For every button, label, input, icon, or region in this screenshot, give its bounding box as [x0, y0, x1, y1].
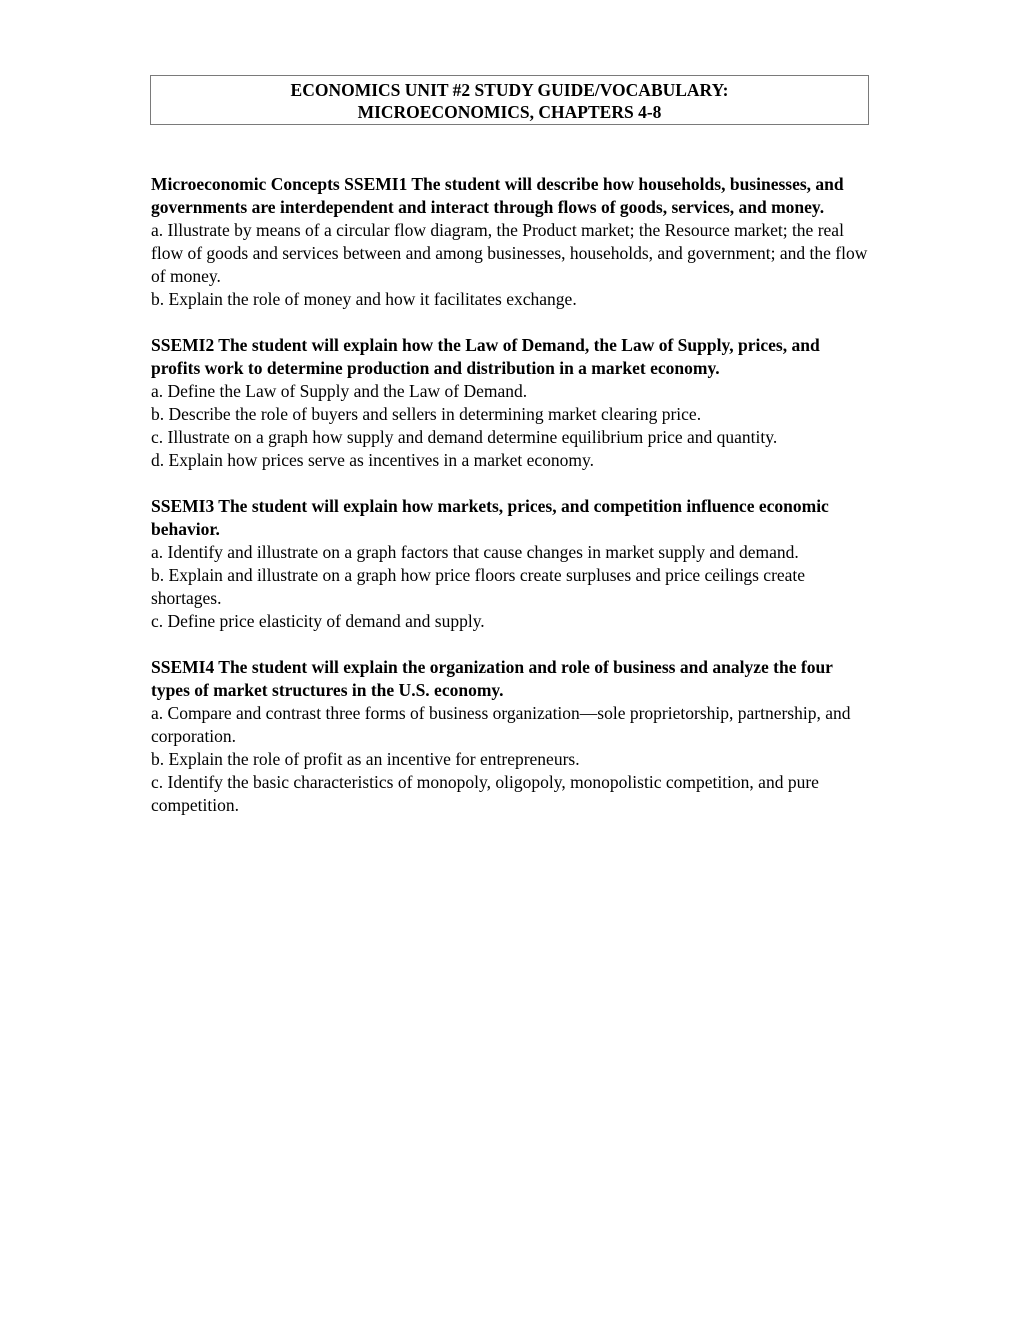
title-line-1: ECONOMICS UNIT #2 STUDY GUIDE/VOCABULARY: [290, 80, 729, 100]
title-line-2: MICROECONOMICS, CHAPTERS 4-8 [357, 102, 662, 122]
standard-ssemi3 [151, 495, 871, 633]
standard-heading: Microeconomic Concepts SSEMI1 The student will describe how households, businesses, and governments are interdependent and interact through flows of goods, services, and money. [151, 174, 844, 217]
standard-element: b. Describe the role of buyers and sellers in determining market clearing price. [151, 404, 702, 424]
standard-element: b. Explain and illustrate on a graph how price floors create surpluses and price ceilings create shortages. [151, 565, 806, 608]
standard-heading: SSEMI2 The student will explain how the Law of Demand, the Law of Supply, prices, and profits work to determine production and distribution in a market economy. [151, 335, 820, 378]
standard-element: b. Explain the role of money and how it facilitates exchange. [151, 289, 577, 309]
standard-element: d. Explain how prices serve as incentives in a market economy. [151, 450, 595, 470]
standard-heading: SSEMI4 The student will explain the organization and role of business and analyze the four types of market structures in the U.S. economy. [151, 657, 833, 700]
standards-list [151, 173, 871, 840]
standard-element: a. Identify and illustrate on a graph factors that cause changes in market supply and demand. [151, 542, 799, 562]
standard-element: a. Illustrate by means of a circular flow diagram, the Product market; the Resource market; the real flow of goods and services between and among businesses, households, and government; and the flow of money. [151, 220, 868, 286]
standard-element: c. Define price elasticity of demand and supply. [151, 611, 485, 631]
standard-ssemi1 [151, 173, 871, 311]
standard-element: a. Define the Law of Supply and the Law of Demand. [151, 381, 528, 401]
standard-element: c. Identify the basic characteristics of monopoly, oligopoly, monopolistic competition, and pure competition. [151, 772, 819, 815]
standard-ssemi4 [151, 656, 871, 817]
standard-ssemi2 [151, 334, 871, 472]
standard-element: c. Illustrate on a graph how supply and demand determine equilibrium price and quantity. [151, 427, 778, 447]
standard-element: b. Explain the role of profit as an incentive for entrepreneurs. [151, 749, 580, 769]
title-box [150, 75, 869, 125]
standard-heading: SSEMI3 The student will explain how markets, prices, and competition influence economic behavior. [151, 496, 829, 539]
standard-element: a. Compare and contrast three forms of business organization—sole proprietorship, partnership, and corporation. [151, 703, 851, 746]
